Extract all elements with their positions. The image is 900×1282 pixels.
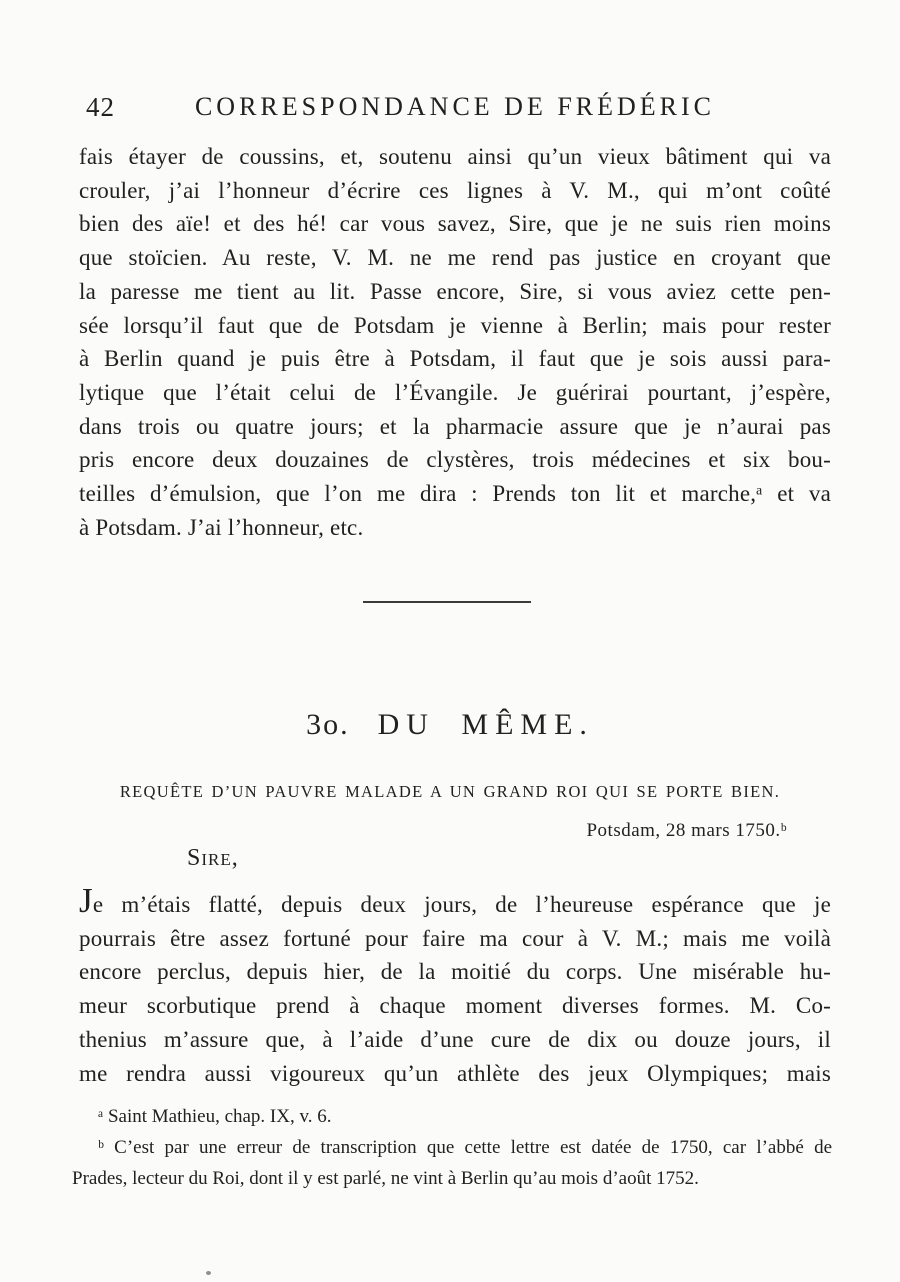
text-line: encore perclus, depuis hier, de la moitié du corps. Une misérable hu- [79, 959, 831, 985]
text-line: lytique que l’était celui de l’Évangile. Je guérirai pourtant, j’espère, [79, 379, 831, 405]
text-line: pris encore deux douzaines de clystères, trois médecines et six bou- [79, 447, 831, 473]
text-line: à Berlin quand je puis être à Potsdam, il faut que je sois aussi para- [79, 346, 831, 372]
text-line: sée lorsqu’il faut que de Potsdam je vienne à Berlin; mais pour rester [79, 312, 831, 338]
letter-29-continuation [79, 140, 831, 544]
text-line: Prades, lecteur du Roi, dont il y est parlé, ne vint à Berlin qu’au mois d’août 1752. [72, 1168, 699, 1189]
text-line: thenius m’assure que, à l’aide d’une cure de dix ou douze jours, il [79, 1026, 831, 1052]
text-line: la paresse me tient au lit. Passe encore, Sire, si vous aviez cette pen- [79, 278, 831, 304]
text-line: à Potsdam. J’ai l’honneur, etc. [79, 514, 364, 540]
scan-speck [206, 1271, 211, 1275]
text-line: teilles d’émulsion, que l’on me dira : Prends ton lit et marche,ᵃ et va [79, 481, 831, 507]
text-line: crouler, j’ai l’honneur d’écrire ces lignes à V. M., qui m’ont coûté [79, 177, 831, 203]
letter-30-body [79, 881, 831, 1090]
letter-30-heading [0, 708, 900, 742]
text-line: fais étayer de coussins, et, soutenu ainsi qu’un vieux bâtiment qui va [79, 144, 831, 169]
running-head [78, 92, 832, 128]
running-title: CORRESPONDANCE DE FRÉDÉRIC [194, 92, 716, 121]
salutation: Sire, [187, 845, 239, 871]
text-line: pourrais être assez fortuné pour faire ma cour à V. M.; mais me voilà [79, 925, 831, 951]
text-line: Je m’étais flatté, depuis deux jours, de l’heureuse espérance que je [79, 881, 831, 920]
text-line: ᵃ Saint Mathieu, chap. IX, v. 6. [98, 1106, 332, 1127]
text-line: bien des aïe! et des hé! car vous savez, Sire, que je ne suis rien moins [79, 211, 831, 237]
text-line: ᵇ C’est par une erreur de transcription que cette lettre est datée de 1750, car l’abbé de [98, 1137, 832, 1158]
page-number: 42 [86, 92, 115, 122]
text-line: que stoïcien. Au reste, V. M. ne me rend pas justice en croyant que [79, 245, 831, 271]
letter-number: 3o. [306, 708, 350, 741]
text-line: dans trois ou quatre jours; et la pharmacie assure que je n’aurai pas [79, 413, 831, 439]
section-divider [363, 601, 531, 603]
text-line: meur scorbutique prend à chaque moment diverses formes. M. Co- [79, 993, 831, 1019]
letter-subtitle: REQUÊTE D’UN PAUVRE MALADE A UN GRAND ROI QUI SE PORTE BIEN. [119, 782, 781, 801]
letter-title: DU MÊME. [377, 708, 594, 741]
footnotes [72, 1101, 832, 1194]
dateline: Potsdam, 28 mars 1750.ᵇ [586, 820, 787, 841]
text-line: me rendra aussi vigoureux qu’un athlète des jeux Olympiques; mais [79, 1060, 831, 1086]
